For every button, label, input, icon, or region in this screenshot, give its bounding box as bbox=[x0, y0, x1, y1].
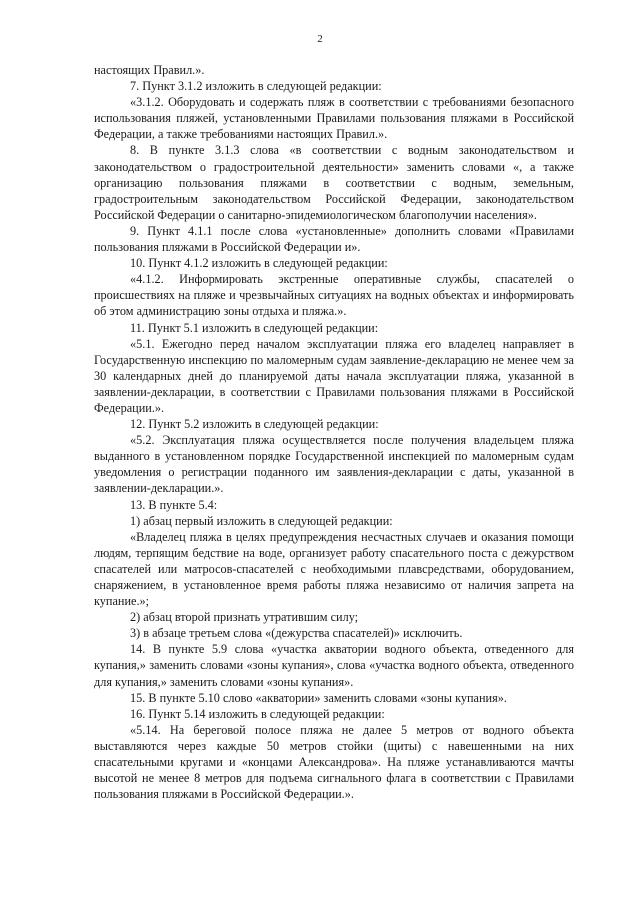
paragraph: 3) в абзаце третьем слова «(дежурства спасателей)» исключить. bbox=[130, 626, 463, 641]
paragraph: 15. В пункте 5.10 слово «акватории» заменить словами «зоны купания». bbox=[130, 690, 507, 705]
paragraph: 16. Пункт 5.14 изложить в следующей редакции: bbox=[130, 706, 385, 721]
paragraph: 7. Пункт 3.1.2 изложить в следующей редакции: bbox=[130, 79, 382, 94]
paragraph: «3.1.2. Оборудовать и содержать пляж в соответствии с требованиями безопасного использования пляжей, установленными Правилами пользования пляжами в Российской Федерации, а также требованиями настоящих Правил.». bbox=[94, 95, 574, 142]
document-body bbox=[94, 62, 574, 802]
paragraph: «5.14. На береговой полосе пляжа не далее 5 метров от водного объекта выставляются через каждые 50 метров стойки (щиты) с навешенными на них спасательными кругами и «концами Александрова». На пляже устанавливаются мачты высотой не менее 8 метров для подъема сигнального флага в соответствии с Правилами пользования пляжами в Российской Федерации.». bbox=[94, 722, 574, 802]
page-number: 2 bbox=[317, 33, 323, 45]
paragraph: 11. Пункт 5.1 изложить в следующей редакции: bbox=[130, 320, 379, 335]
paragraph: 9. Пункт 4.1.1 после слова «установленные» дополнить словами «Правилами пользования пляжами в Российской Федерации и». bbox=[94, 223, 574, 255]
paragraph: 13. В пункте 5.4: bbox=[130, 497, 218, 512]
paragraph: «Владелец пляжа в целях предупреждения несчастных случаев и оказания помощи людям, терпящим бедствие на воде, организует работу спасательного поста с дежурством спасателей или матросов-спасателей с необходимыми плавсредствами, оборудованием, снаряжением, в установленное время работы пляжа независимо от наличия запрета на купание.»; bbox=[94, 529, 574, 609]
paragraph: настоящих Правил.». bbox=[94, 63, 205, 77]
paragraph: 10. Пункт 4.1.2 изложить в следующей редакции: bbox=[130, 256, 388, 271]
paragraph: 14. В пункте 5.9 слова «участка акватории водного объекта, отведенного для купания,» заменить словами «зоны купания», слова «участка водного объекта, отведенного для купания,» заменить словами «зоны купания». bbox=[94, 642, 574, 689]
paragraph: 1) абзац первый изложить в следующей редакции: bbox=[130, 513, 393, 528]
paragraph: «4.1.2. Информировать экстренные оперативные службы, спасателей о происшествиях на пляже и чрезвычайных ситуациях на водных объектах и информировать об этом администрацию зоны отдыха и пляжа.». bbox=[94, 272, 574, 319]
paragraph: 2) абзац второй признать утратившим силу; bbox=[130, 610, 359, 625]
paragraph: 12. Пункт 5.2 изложить в следующей редакции: bbox=[130, 417, 379, 432]
paragraph: «5.2. Эксплуатация пляжа осуществляется после получения владельцем пляжа выданного в установленном порядке Государственной инспекцией по маломерным судам уведомления о регистрации поданного им заявления-декларации с даты, указанной в заявлении-декларации.». bbox=[94, 433, 574, 496]
paragraph: «5.1. Ежегодно перед началом эксплуатации пляжа его владелец направляет в Государственную инспекцию по маломерным судам заявление-декларацию не менее чем за 30 календарных дней до планируемой даты начала эксплуатации пляжа, указанной в заявлении-декларации, в соответствии с Правилами пользования пляжами в Российской Федерации.». bbox=[94, 336, 574, 415]
paragraph: 8. В пункте 3.1.3 слова «в соответствии с водным законодательством и законодательством о градостроительной деятельности» заменить словами «, а также организацию пользования пляжами в соответствии с водным, земельным, градостроительным законодательством Российской Федерации, законодательством Российской Федерации о санитарно-эпидемиологическом благополучии населения». bbox=[94, 143, 574, 222]
